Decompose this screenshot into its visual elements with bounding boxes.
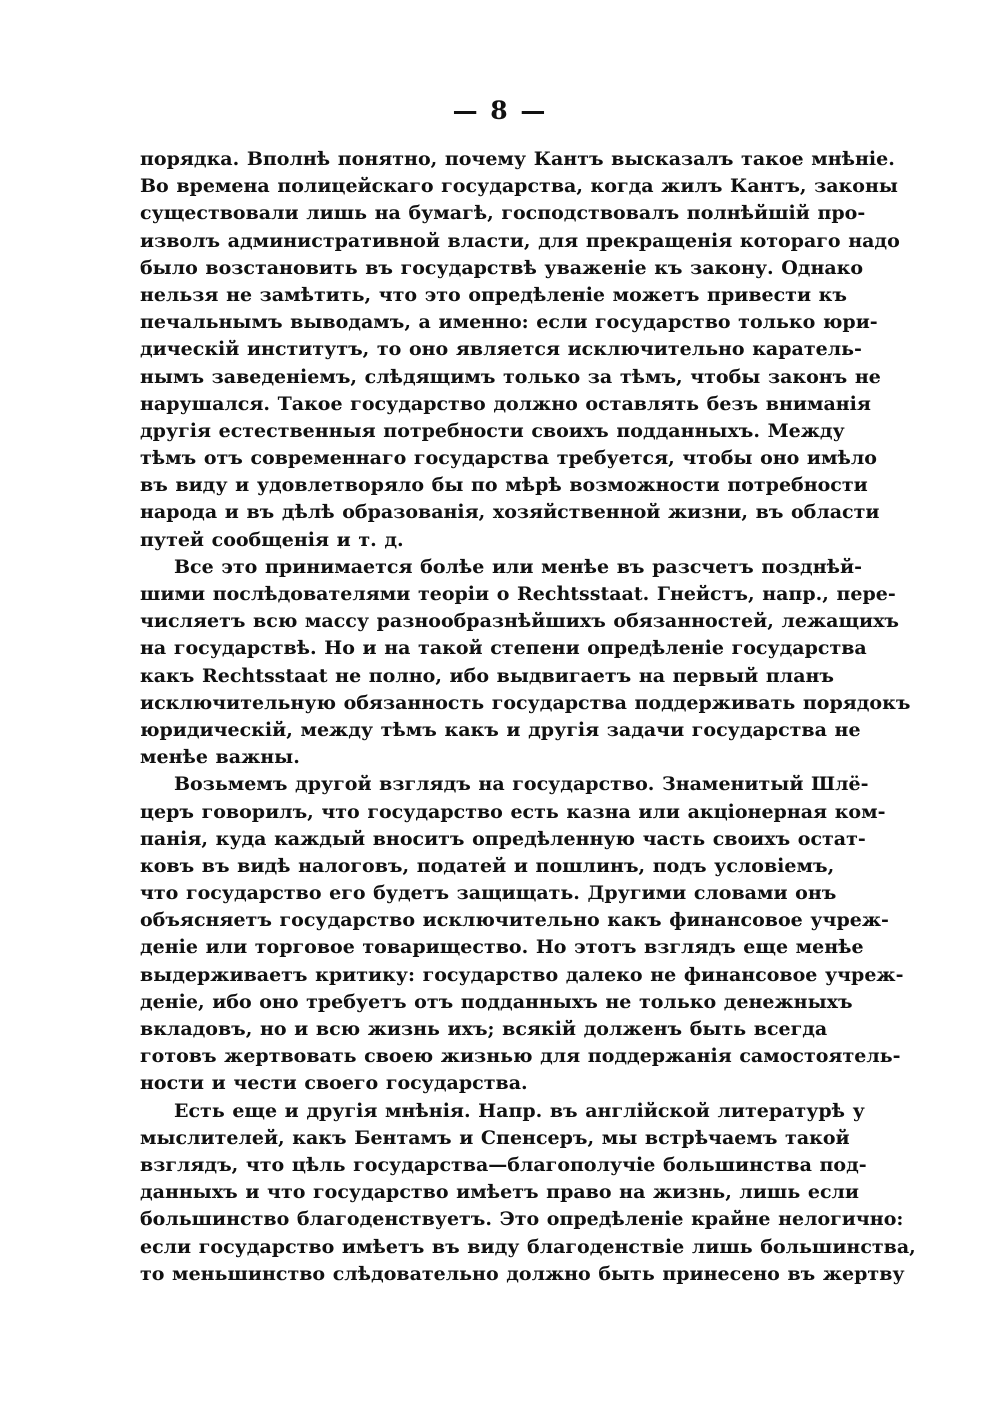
text-line: вкладовъ, но и всю жизнь ихъ; всякій долженъ быть всегда: [140, 1018, 828, 1040]
text-line: Возьмемъ другой взглядъ на государство. Знаменитый Шлё-: [174, 773, 869, 796]
text-line: данныхъ и что государство имѣетъ право на жизнь, лишь если: [140, 1181, 859, 1204]
text-line: менѣе важны.: [140, 746, 300, 769]
page-number: — 8 —: [452, 96, 548, 125]
text-line: Во времена полицейскаго государства, когда жилъ Кантъ, законы: [140, 175, 898, 198]
text-line: Все это принимается болѣе или менѣе въ разсчетъ позднѣй-: [174, 555, 862, 578]
text-line: большинство благоденствуетъ. Это опредѣленіе крайне нелогично:: [140, 1208, 904, 1231]
text-line: дическій институтъ, то оно является исключительно каратель-: [140, 338, 862, 361]
text-line: нымъ заведеніемъ, слѣдящимъ только за тѣмъ, чтобы законъ не: [140, 365, 881, 388]
text-line: нельзя не замѣтить, что это опредѣленіе можетъ привести къ: [140, 283, 847, 306]
text-line: что государство его будетъ защищать. Другими словами онъ: [140, 882, 837, 905]
text-line: народа и въ дѣлѣ образованія, хозяйственной жизни, въ области: [140, 501, 880, 524]
text-line: изволъ административной власти, для прекращенія котораго надо: [140, 229, 900, 252]
text-line: то меньшинство слѣдовательно должно быть принесено въ жертву: [140, 1262, 905, 1285]
text-line: порядка. Вполнѣ понятно, почему Кантъ высказалъ такое мнѣніе.: [140, 148, 895, 170]
text-line: ности и чести своего государства.: [140, 1072, 528, 1095]
text-line: въ виду и удовлетворяло бы по мѣрѣ возможности потребности: [140, 474, 868, 497]
body-text: [140, 146, 916, 1288]
text-line: путей сообщенія и т. д.: [140, 528, 404, 551]
text-line: какъ Rechtsstaat не полно, ибо выдвигаетъ на первый планъ: [140, 664, 834, 687]
text-line: готовъ жертвовать своею жизнью для поддержанія самостоятель-: [140, 1045, 901, 1068]
text-line: на государствѣ. Но и на такой степени опредѣленіе государства: [140, 637, 867, 660]
text-line: ковъ въ видѣ налоговъ, податей и пошлинъ, подъ условіемъ,: [140, 854, 835, 877]
text-line: было возстановить въ государствѣ уваженіе къ закону. Однако: [140, 256, 864, 279]
text-line: другія естественныя потребности своихъ подданныхъ. Между: [140, 419, 845, 442]
text-line: церъ говорилъ, что государство есть казна или акціонерная ком-: [140, 800, 886, 823]
text-line: шими послѣдователями теоріи о Rechtsstaat. Гнейстъ, напр., пере-: [140, 583, 896, 605]
text-line: печальнымъ выводамъ, а именно: если государство только юри-: [140, 311, 878, 334]
text-line: объясняетъ государство исключительно какъ финансовое учреж-: [140, 909, 889, 932]
text-line: выдерживаетъ критику: государство далеко не финансовое учреж-: [140, 963, 904, 986]
text-line: деніе или торговое товарищество. Но этотъ взглядъ еще менѣе: [140, 936, 864, 959]
text-line: нарушался. Такое государство должно оставлять безъ вниманія: [140, 392, 871, 415]
text-line: деніе, ибо оно требуетъ отъ подданныхъ не только денежныхъ: [140, 990, 853, 1013]
text-line: панія, куда каждый вноситъ опредѣленную часть своихъ остат-: [140, 827, 866, 850]
text-line: существовали лишь на бумагѣ, господствовалъ полнѣйшій про-: [140, 202, 866, 225]
text-line: Есть еще и другія мнѣнія. Напр. въ англійской литературѣ у: [174, 1099, 865, 1122]
text-line: если государство имѣетъ въ виду благоденствіе лишь большинства,: [140, 1235, 916, 1258]
text-line: юридическій, между тѣмъ какъ и другія задачи государства не: [140, 718, 861, 741]
text-line: числяетъ всю массу разнообразнѣйшихъ обязанностей, лежащихъ: [140, 610, 899, 633]
text-line: мыслителей, какъ Бентамъ и Спенсеръ, мы встрѣчаемъ такой: [140, 1126, 850, 1149]
text-line: исключительную обязанность государства поддерживать порядокъ: [140, 691, 911, 714]
text-line: тѣмъ отъ современнаго государства требуется, чтобы оно имѣло: [140, 447, 877, 470]
text-line: взглядъ, что цѣль государства—благополучіе большинства под-: [140, 1153, 867, 1176]
